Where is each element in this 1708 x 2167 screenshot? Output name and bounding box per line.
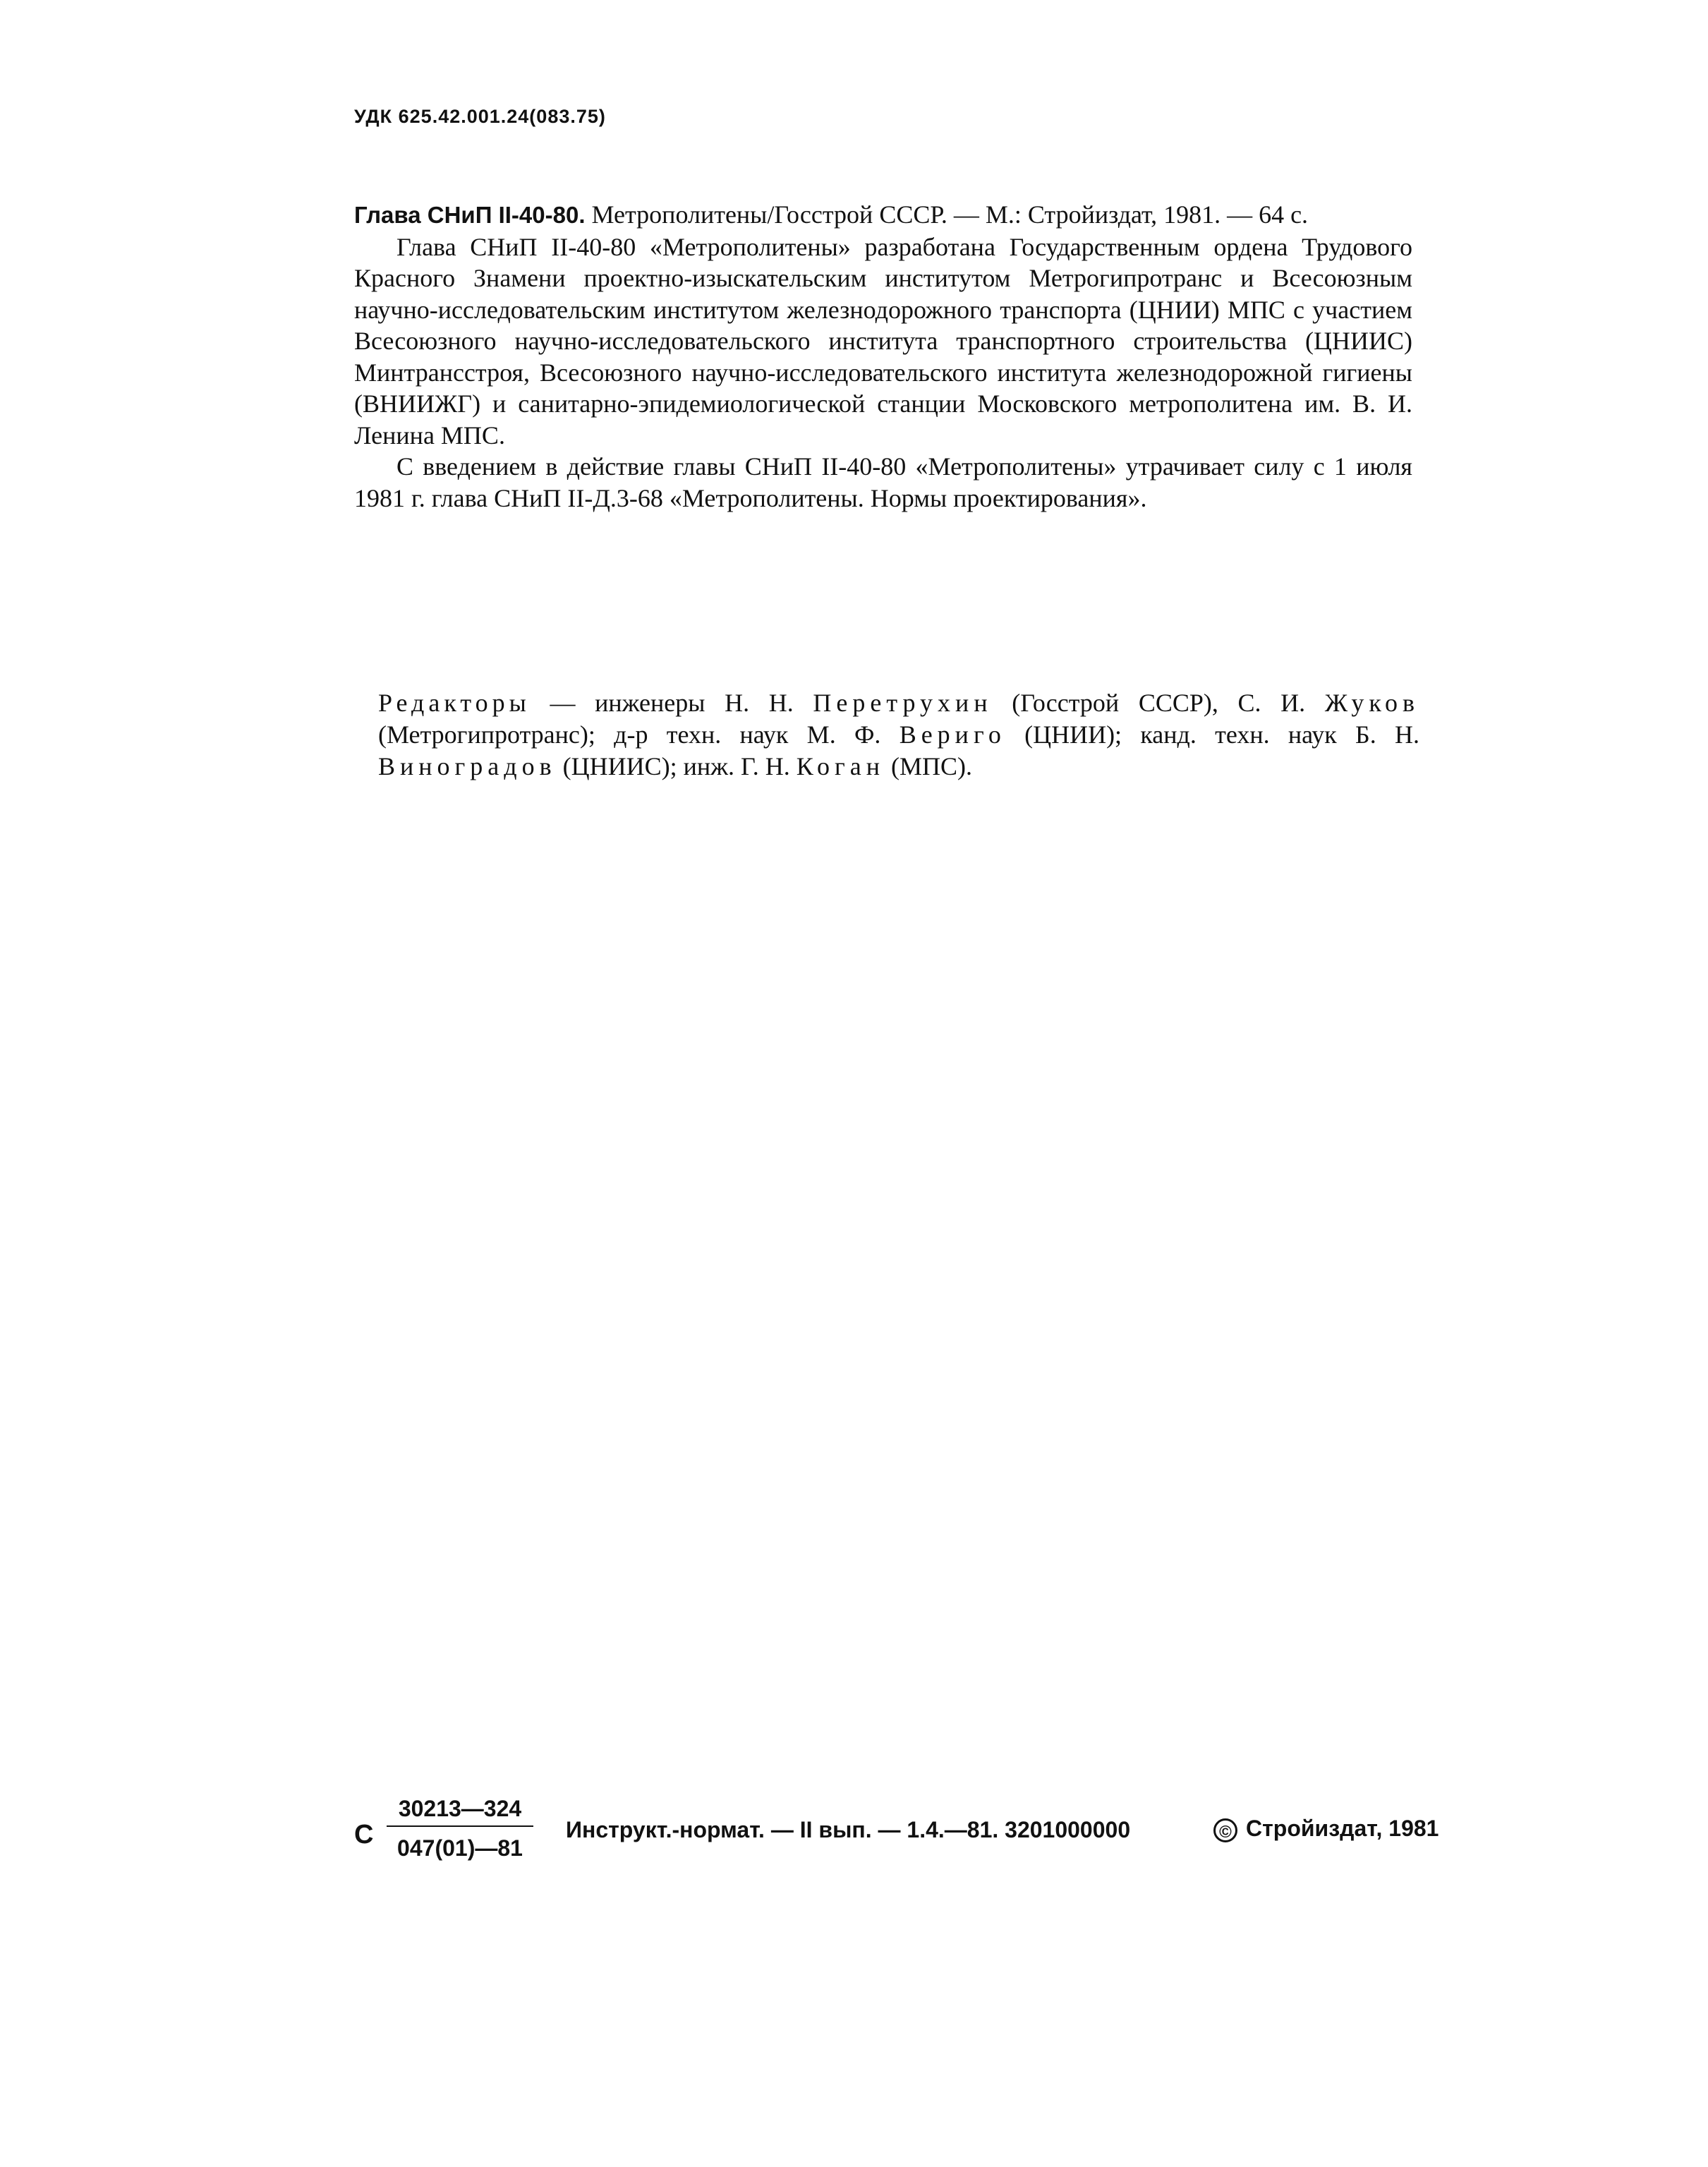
- supersedes-paragraph: С введением в действие главы СНиП II-40-80 «Метрополитены» утрачивает силу с 1 июля 1981 г. глава СНиП II-Д.3-68 «Метрополитены. Нормы проектирования».: [354, 452, 1412, 512]
- editors-text-3: (Метрогипротранс); д-р техн. наук М. Ф.: [378, 720, 900, 749]
- editors-text-1: — инженеры Н. Н.: [530, 689, 813, 717]
- copyright-icon: ©: [1213, 1818, 1237, 1842]
- editor-name-1: Перетрухин: [813, 689, 993, 717]
- abstract-paragraph: Глава СНиП II-40-80 «Метрополитены» разработана Государственным ордена Трудового Красного Знамени проектно-изыскательским институтом Метрогипротранс и Всесоюзным научно-исследовательским институтом железнодорожного транспорта (ЦНИИ) МПС с участием Всесоюзного научно-исследовательского института транспортного строительства (ЦНИИС) Минтрансстроя, Всесоюзного научно-исследовательского института железнодорожной гигиены (ВНИИЖГ) и санитарно-эпидемиологической станции Московского метрополитена им. В. И. Ленина МПС.: [354, 232, 1412, 449]
- editors-text-2: (Госстрой СССР), С. И.: [992, 689, 1325, 717]
- index-denominator: 047(01)—81: [397, 1835, 523, 1861]
- editor-name-5: Коган: [796, 752, 885, 780]
- description-rest: Метрополитены/Госстрой СССР. — М.: Стройиздат, 1981. — 64 с.: [585, 200, 1309, 229]
- editors-text-4: (ЦНИИ); канд. техн. наук Б. Н.: [1005, 720, 1420, 749]
- udk-code: УДК 625.42.001.24(083.75): [354, 106, 606, 127]
- editors-role: Редакторы: [378, 689, 531, 717]
- bibliographic-description: [354, 199, 1412, 231]
- editor-name-4: Виноградов: [378, 752, 557, 780]
- description-lead: Глава СНиП II-40-80.: [354, 202, 586, 228]
- index-fraction: [382, 1794, 538, 1862]
- copyright-line: [1213, 1816, 1439, 1842]
- editor-name-2: Жуков: [1324, 689, 1419, 717]
- index-letter: С: [354, 1820, 374, 1849]
- copyright-text: Стройиздат, 1981: [1246, 1816, 1439, 1841]
- editors-text-6: (МПС).: [884, 752, 972, 780]
- editors-paragraph: [378, 687, 1419, 783]
- catalog-info: Инструкт.-нормат. — II вып. — 1.4.—81. 3201000000: [566, 1817, 1131, 1842]
- editor-name-3: Вериго: [899, 720, 1006, 749]
- bibliographic-block: [354, 199, 1412, 514]
- editors-text-5: (ЦНИИС); инж. Г. Н.: [556, 752, 797, 780]
- index-numerator: 30213—324: [398, 1796, 522, 1821]
- publication-imprint: [354, 1794, 1455, 1893]
